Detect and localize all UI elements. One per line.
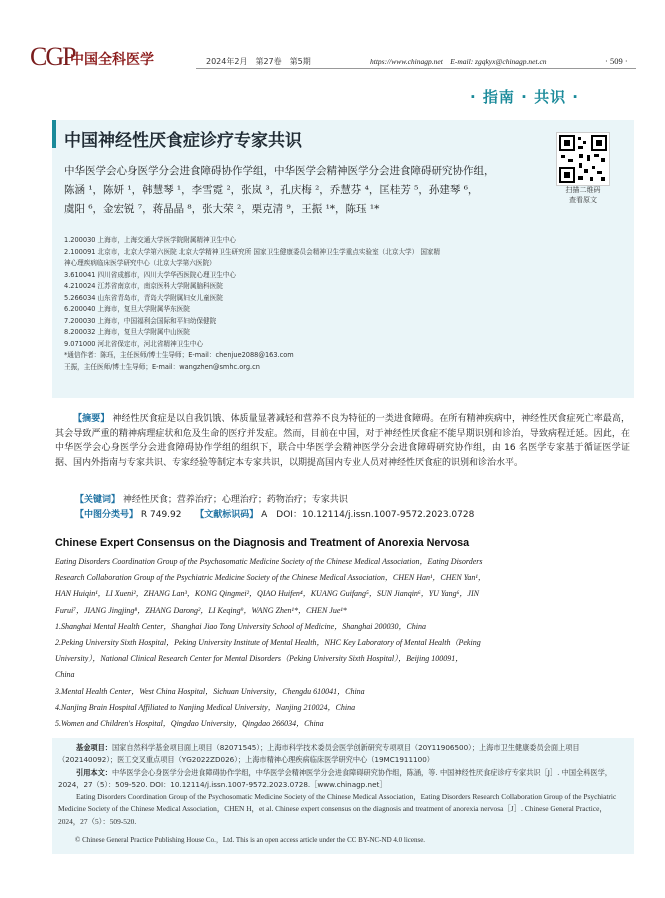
affiliation: 1.200030 上海市，上海交通大学医学院附属精神卫生中心 [64, 236, 237, 244]
english-line: Eating Disorders Coordination Group of the Psychosomatic Medicine Society of the Chinese Medical Association，Eating Disorders [55, 557, 483, 566]
funding-text [58, 742, 628, 828]
doc-code-label: 【文献标识码】 [195, 510, 259, 520]
abstract [55, 412, 630, 470]
english-authors [55, 554, 630, 732]
english-affiliation: 1.Shanghai Mental Health Center，Shanghai Jiao Tong University School of Medicine，Shanghai 200030，China [55, 621, 427, 631]
affiliation: 9.071000 河北省保定市，河北省精神卫生中心 [64, 339, 204, 348]
english-affiliation: 4.Nanjing Brain Hospital Affiliated to Nanjing Medical University，Nanjing 210024，China [55, 702, 356, 712]
fund-label: 基金项目： [76, 743, 112, 752]
english-line: Furui⁷，JIANG Jingjing⁸，ZHANG Darong²，LI Keqing⁹，WANG Zhen¹*，CHEN Jue¹* [55, 605, 347, 615]
affiliation: 2.100091 北京市，北京大学第六医院 北京大学精神卫生研究所 国家卫生健康委员会精神卫生学重点实验室（北京大学） 国家精 [64, 247, 441, 256]
classification [75, 507, 474, 520]
cite-label: 引用本文： [76, 767, 112, 777]
corresponding-author: 王振，主任医师/博士生导师；E-mail：wangzhen@smhc.org.cn [64, 362, 260, 371]
english-line: HAN Huiqin¹，LI Xueni²，ZHANG Lan³，KONG Qingmei²，QIAO Huifen⁴，KUANG Guifang⁵，SUN Jianqin⁶，YU Yang⁶，JIN [55, 589, 479, 599]
abstract-label: 【摘要】 [73, 414, 110, 424]
english-affiliation: 5.Women and Children's Hospital，Qingdao University，Qingdao 266034，China [55, 719, 324, 729]
affiliation: 6.200040 上海市，复旦大学附属华东医院 [64, 305, 190, 313]
affiliation: 5.266034 山东省青岛市，青岛大学附属妇女儿童医院 [64, 293, 223, 302]
keywords [75, 492, 348, 505]
journal-logo [30, 44, 194, 70]
author-line: 陈涵 ¹，陈妍 ¹，韩慧琴 ¹，李雪霓 ²，张岚 ³，孔庆梅 ²，乔慧芬 ⁴，匡桂芳 ⁵，孙建琴 ⁶， [64, 184, 479, 196]
qr-code-icon[interactable] [556, 132, 610, 186]
fund-text: 国家自然科学基金项目面上项目（82071545）；上海市科学技术委员会医学创新研究专项项目（20Y11906500）；上海市卫生健康委员会面上项目（202140092）；医工交叉重点项目（YG2022ZD026）；上海市精神心理疾病临床医学研究中心（19MC1911100） [58, 743, 580, 765]
logo-mark: CGP [30, 42, 75, 71]
article-title: 中国神经性厌食症诊疗专家共识 [64, 131, 302, 151]
journal-name: 中国全科医学 [70, 52, 154, 68]
doi[interactable]: A DOI：10.12114/j.issn.1007-9572.2023.0728 [261, 510, 475, 520]
clc-label: 【中图分类号】 [75, 510, 139, 520]
keywords-label: 【关键词】 [75, 495, 121, 505]
affiliation: 3.610041 四川省成都市，四川大学华西医院心理卫生中心 [64, 270, 237, 279]
keywords-text: 神经性厌食；营养治疗；心理治疗；药物治疗；专家共识 [122, 495, 348, 505]
issue-info: 2024年2月 第27卷 第5期 [206, 57, 311, 66]
english-affiliation: University），National Clinical Research Center for Mental Disorders（Peking University Sixth Hospital），Beijing 100091， [55, 654, 464, 664]
cite-english: Eating Disorders Coordination Group of the Psychosomatic Medicine Society of the Chinese Medical Association，Eating Disorders Research Collaboration Group of the Psychiatric Medicine Society of the Chinese Medical Association，CHEN H，et al. Chinese expert consensus on the diagnosis and treatment of anorexia nervosa［J］. Chinese General Practice，2024，27（5）：509-520. [58, 792, 617, 826]
affiliation: 7.200030 上海市，中国福利会国际和平妇幼保健院 [64, 316, 217, 325]
affiliation: 4.210024 江苏省南京市，南京医科大学附属脑科医院 [64, 282, 223, 290]
english-affiliation: 3.Mental Health Center，West China Hospital，Sichuan University，Chengdu 610041，China [55, 686, 365, 696]
header-divider [196, 68, 636, 69]
qr-caption-line: 扫描二维码 [565, 186, 601, 194]
copyright: © Chinese General Practice Publishing House Co.，Ltd. This is an open access article under the CC BY-NC-ND 4.0 license. [75, 836, 426, 844]
corresponding-author: *通信作者：陈珏，主任医师/博士生导师；E-mail：chenjue2088@163.com [64, 351, 294, 359]
section-label: · 指南 · 共识 · [470, 88, 579, 106]
english-affiliation: 2.Peking University Sixth Hospital，Peking University Institute of Mental Health，NHC Key Laboratory of Mental Health（Peking [55, 638, 481, 648]
english-title: Chinese Expert Consensus on the Diagnosis and Treatment of Anorexia Nervosa [55, 537, 470, 549]
author-list [64, 162, 584, 219]
english-line: Research Collaboration Group of the Psychiatric Medicine Society of the Chinese Medical Association，CHEN Han¹，CHEN Yan¹， [55, 573, 486, 583]
cite-text: 中华医学会心身医学分会进食障碍协作学组，中华医学会精神医学分会进食障碍研究协作组，陈涵，等. 中国神经性厌食症诊疗专家共识［J］. 中国全科医学，2024，27（5）：509-520. DOI：10.12114/j.issn.1007-9572.2023.0728.［www.chinagp.net］ [58, 767, 612, 789]
journal-url[interactable]: https://www.chinagp.net E-mail: zgqkyx@chinagp.net.cn [370, 57, 547, 66]
qr-caption-line: 查看原文 [569, 196, 597, 204]
page-number: · 509 · [605, 56, 628, 66]
author-line: 中华医学会心身医学分会进食障碍协作学组，中华医学会精神医学分会进食障碍研究协作组， [64, 165, 495, 177]
affiliation: 8.200032 上海市，复旦大学附属中山医院 [64, 328, 190, 336]
clc-code: R 749.92 [140, 510, 182, 520]
abstract-text: 神经性厌食症是以自我饥饿、体质量显著减轻和营养不良为特征的一类进食障碍。在所有精神疾病中，神经性厌食症死亡率最高，其会导致严重的精神病理症状和危及生命的医疗并发症。然而，目前在中国，对于神经性厌食症不能早期识别和诊治，导致病程迁延。因此，在中华医学会心身医学分会进食障碍协作学组的组织下，联合中华医学会精神医学分会进食障碍研究协作组，由 16 名医学专家基于循证医学证据、国内外指南与专家共识、专家经验等制定本专家共识，以期提高国内专业人员对神经性厌食症的识别和诊治水平。 [55, 414, 630, 468]
english-affiliation: China [55, 670, 75, 680]
title-accent-bar [52, 120, 56, 148]
affiliation: 神心理疾病临床医学研究中心（北京大学第六医院） [64, 259, 216, 267]
affiliation-list [64, 235, 604, 373]
qr-caption [553, 185, 613, 205]
author-line: 虞阳 ⁶，金宏锐 ⁷，蒋晶晶 ⁸，张大荣 ²，栗克清 ⁹，王振 ¹*，陈珏 ¹* [64, 203, 380, 215]
